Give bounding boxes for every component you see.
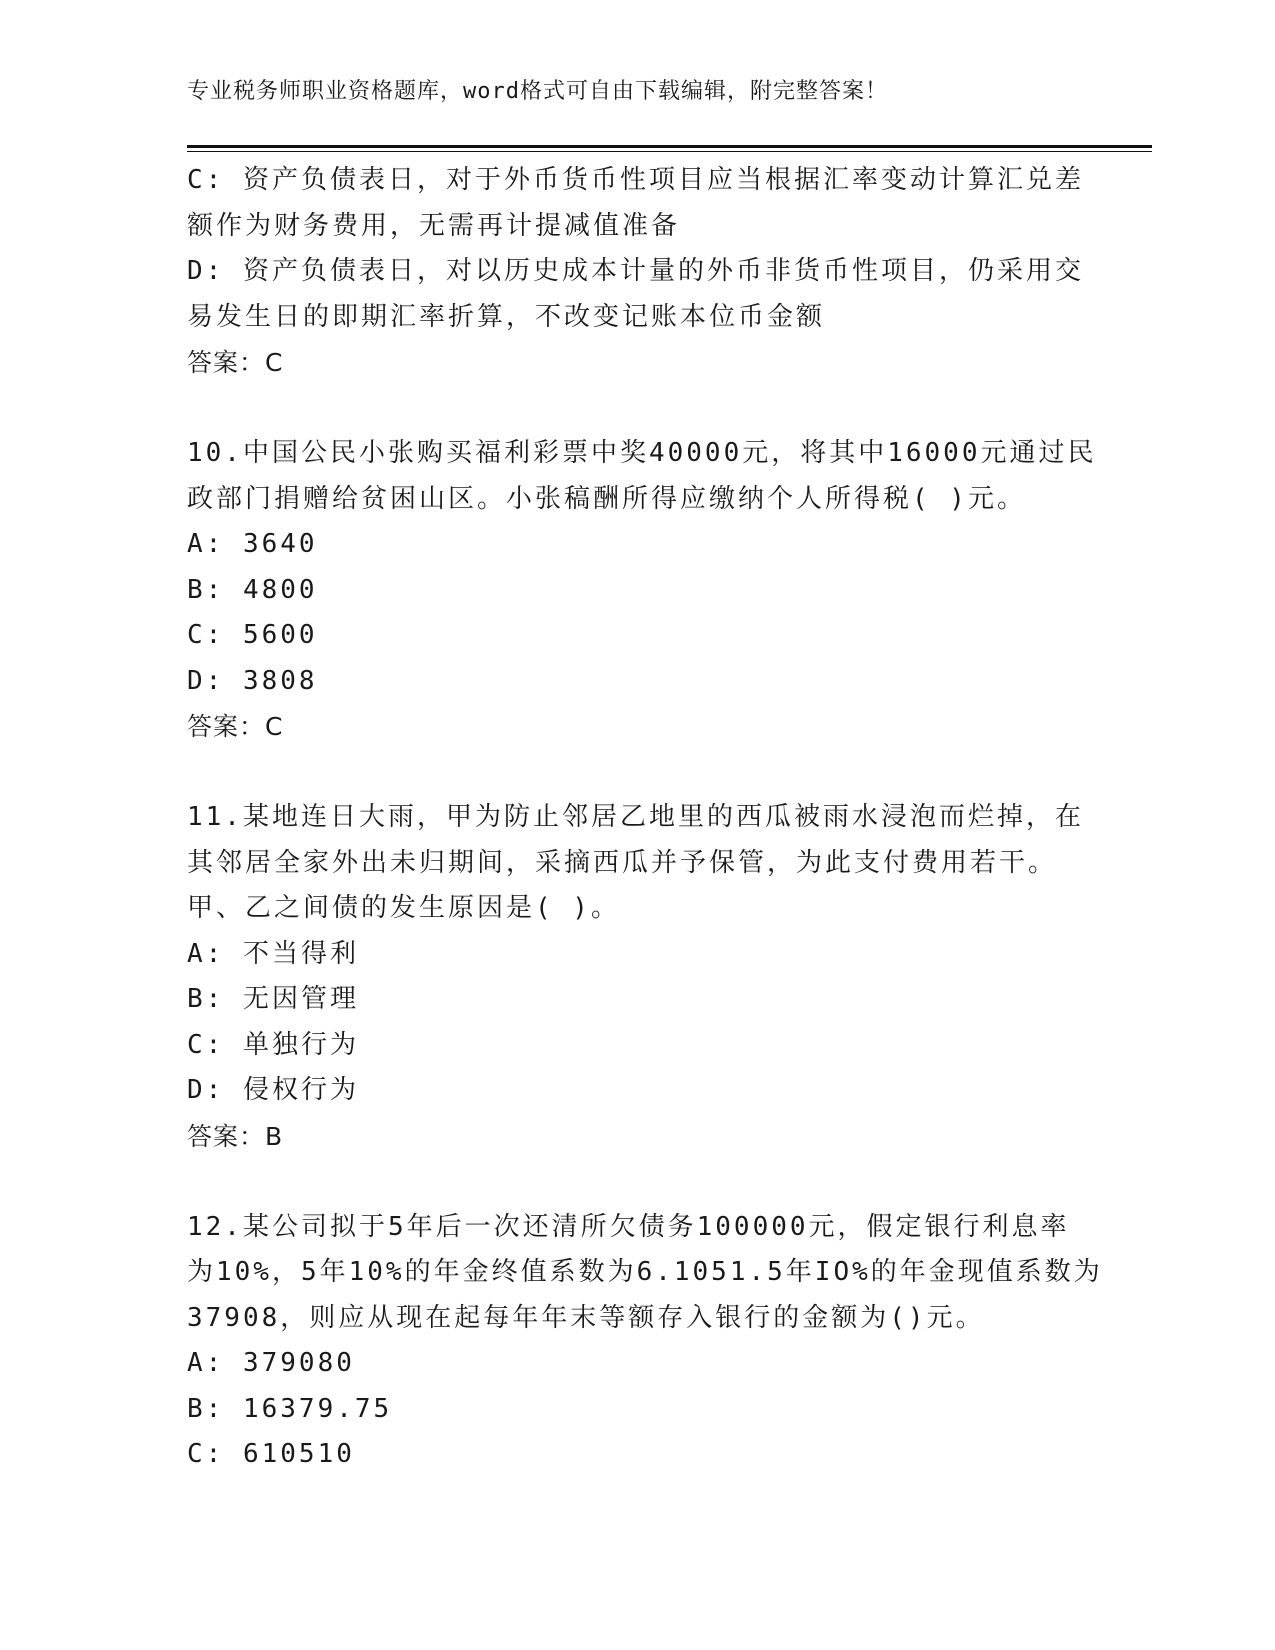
question-stem-line: 其邻居全家外出未归期间，采摘西瓜并予保管，为此支付费用若干。 (187, 847, 1058, 878)
question-stem-line: 12.某公司拟于5年后一次还清所欠债务100000元，假定银行利息率 (187, 1211, 1070, 1242)
option-a: A: 不当得利 (187, 938, 359, 969)
option-c: C: 5600 (187, 620, 318, 650)
answer: 答案：B (187, 1121, 284, 1151)
option-a: A: 379080 (187, 1348, 355, 1378)
question-12 (187, 1205, 1103, 1478)
question-stem-line: 37908，则应从现在起每年年末等额存入银行的金额为()元。 (187, 1302, 985, 1333)
option-a: A: 3640 (187, 529, 318, 559)
question-11 (187, 795, 1087, 1159)
prev-question (187, 158, 1087, 386)
question-stem-line: 为10%，5年10%的年金终值系数为6.1051.5年IO%的年金现值系数为 (187, 1257, 1103, 1287)
answer: 答案：C (187, 712, 284, 741)
option-d-line-1: D: 资产负债表日，对以历史成本计量的外币非货币性项目，仍采用交 (187, 256, 1084, 286)
option-d: D: 侵权行为 (187, 1075, 359, 1105)
spacer (187, 386, 1087, 432)
option-d-line-2: 易发生日的即期汇率折算，不改变记账本位币金额 (187, 301, 826, 332)
question-stem-line: 10.中国公民小张购买福利彩票中奖40000元，将其中16000元通过民 (187, 438, 1097, 468)
option-d: D: 3808 (187, 665, 318, 696)
document-body (187, 158, 1103, 1478)
question-10 (187, 431, 1097, 750)
header-divider-thick (187, 145, 1152, 148)
option-c-line-1: C: 资产负债表日，对于外币货币性项目应当根据汇率变动计算汇兑差 (187, 165, 1084, 195)
option-c: C: 610510 (187, 1439, 355, 1469)
option-c-line-2: 额作为财务费用，无需再计提减值准备 (187, 210, 681, 241)
option-b: B: 4800 (187, 574, 318, 605)
header-divider-thin (187, 151, 1152, 152)
spacer (187, 750, 1087, 796)
question-stem-line: 甲、乙之间债的发生原因是( )。 (187, 893, 620, 923)
answer: 答案：C (187, 348, 284, 377)
option-b: B: 无因管理 (187, 984, 359, 1014)
option-b: B: 16379.75 (187, 1393, 393, 1424)
page-header: 专业税务师职业资格题库，word格式可自由下载编辑，附完整答案！ (187, 79, 888, 104)
spacer (187, 1159, 1087, 1205)
option-c: C: 单独行为 (187, 1029, 359, 1060)
question-stem-line: 11.某地连日大雨，甲为防止邻居乙地里的西瓜被雨水浸泡而烂掉，在 (187, 802, 1084, 832)
question-stem-line: 政部门捐赠给贫困山区。小张稿酬所得应缴纳个人所得税( )元。 (187, 483, 1026, 514)
